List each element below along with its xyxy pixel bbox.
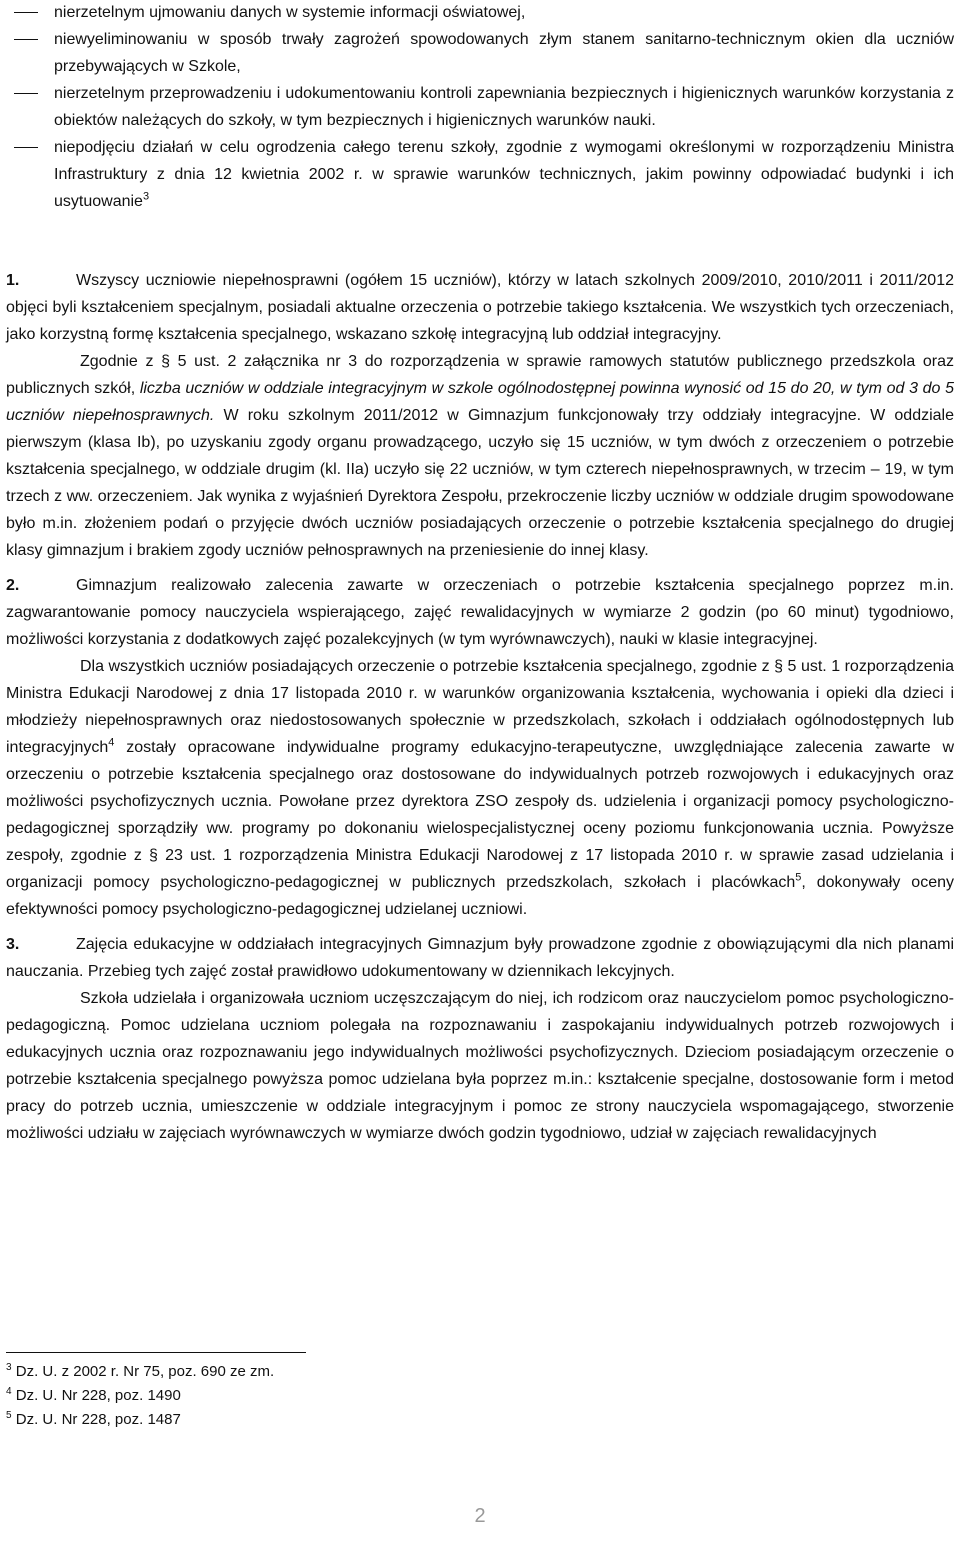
paragraph-text: , dokonywały oceny efektywności pomocy psychologiczno-pedagogicznej udzielanej uczniowi. bbox=[6, 874, 954, 918]
footnote-ref[interactable]: 4 bbox=[108, 736, 115, 749]
footnote-number: 4 bbox=[6, 1386, 12, 1397]
bullet-text: nierzetelnym ujmowaniu danych w systemie informacji oświatowej, bbox=[54, 4, 526, 21]
paragraph-text: zostały opracowane indywidualne programy edukacyjno-terapeutyczne, uwzględniające zalecenia zawarte w orzeczeniu o potrzebie kształcenia specjalnego oraz dostosowane do indywidualnych potrzeb rozwojowych i edukacyjnych oraz możliwości psychofizycznych ucznia. Powołane przez dyrektora ZSO zespoły ds. udzielenia i organizacji pomocy psychologiczno-pedagogicznej sporządziły ww. programy po dokonaniu wielospecjalistycznej oceny poziomu funkcjonowania ucznia. Powyższe zespoły, zgodnie z § 23 ust. 1 rozporządzenia Ministra Edukacji Narodowej z 17 listopada 2010 r. w sprawie zasad udzielania i organizacji pomocy psychologiczno-pedagogicznej w publicznych przedszkolach, szkołach i placówkach bbox=[6, 739, 954, 891]
quoted-regulation: liczba uczniów w oddziale integracyjnym w szkole ogólnodostępnej powinna wynosić od 15 do 20, w tym od 3 do 5 uczniów niepełnosprawnych. bbox=[6, 380, 955, 424]
footnotes bbox=[6, 1352, 954, 1432]
footnote-text: Dz. U. z 2002 r. Nr 75, poz. 690 ze zm. bbox=[15, 1363, 275, 1380]
section-number: 1. bbox=[6, 272, 20, 289]
bullet-list bbox=[6, 0, 954, 215]
footnote-number: 5 bbox=[6, 1410, 12, 1421]
dash-marker bbox=[14, 93, 38, 94]
paragraph-text: W roku szkolnym 2011/2012 w Gimnazjum funkcjonowały trzy oddziały integracyjne. W oddziale pierwszym (klasa Ib), po uzyskaniu zgody organu prowadzącego, uczyło się 15 uczniów, w tym dwóch z orzeczeniem o potrzebie kształcenia specjalnego, w oddziale drugim (kl. IIa) uczyło się 22 uczniów, w tym czterech niepełnosprawnych, w trzecim – 19, w tym trzech z ww. orzeczeniem. Jak wynika z wyjaśnień Dyrektora Zespołu, przekroczenie liczby uczniów w oddziale drugim spowodowane było m.in. złożeniem podań o przyjęcie dwóch uczniów posiadających orzeczenie o potrzebie kształcenia specjalnego do drugiej klasy gimnazjum i brakiem zgody uczniów pełnosprawnych na przeniesienie do innej klasy. bbox=[6, 407, 955, 559]
section-2 bbox=[6, 572, 954, 923]
paragraph bbox=[6, 931, 954, 985]
paragraph: Szkoła udzielała i organizowała uczniom uczęszczającym do niej, ich rodzicom oraz nauczycielom pomoc psychologiczno-pedagogiczną. Pomoc udzielana uczniom polegała na rozpoznawaniu i zaspokajaniu indywidualnych potrzeb rozwojowych i edukacyjnych ucznia oraz rozpoznawaniu jego indywidualnych możliwości psychofizycznych. Dzieciom posiadającym orzeczenie o potrzebie kształcenia specjalnego powyższa pomoc udzielana była poprzez m.in.: kształcenie specjalne, dostosowanie form i metod pracy do potrzeb ucznia, umieszczenie w oddziale integracyjnym i pomoc ze strony nauczyciela wspomagającego, stworzenie możliwości udziału w zajęciach wyrównawczych w wymiarze dwóch godzin tygodniowo, udział w zajęciach rewalidacyjnych bbox=[6, 990, 954, 1142]
dash-marker bbox=[14, 147, 38, 148]
dash-marker bbox=[14, 12, 38, 13]
footnote-divider bbox=[6, 1352, 306, 1353]
bullet-text bbox=[54, 134, 954, 215]
list-item bbox=[6, 80, 954, 134]
footnote-text: Dz. U. Nr 228, poz. 1490 bbox=[15, 1387, 181, 1404]
footnote-text: Dz. U. Nr 228, poz. 1487 bbox=[15, 1411, 181, 1428]
bullet-text-content: niepodjęciu działań w celu ogrodzenia całego terenu szkoły, zgodnie z wymogami określonymi w rozporządzeniu Ministra Infrastruktury z dnia 12 kwietnia 2002 r. w sprawie warunków technicznych, jakim powinny odpowiadać budynki i ich usytuowanie bbox=[54, 139, 954, 210]
footnote bbox=[6, 1360, 954, 1384]
list-item bbox=[6, 26, 954, 80]
footnote bbox=[6, 1384, 954, 1408]
footnote-ref[interactable]: 5 bbox=[795, 871, 802, 884]
bullet-text: nierzetelnym przeprowadzeniu i udokumentowaniu kontroli zapewniania bezpiecznych i higienicznych warunków korzystania z obiektów należących do szkoły, w tym bezpiecznych i higienicznych warunków nauki. bbox=[54, 85, 954, 129]
paragraph bbox=[6, 572, 954, 653]
paragraph-text: Gimnazjum realizowało zalecenia zawarte w orzeczeniach o potrzebie kształcenia specjalnego poprzez m.in. zagwarantowanie pomocy nauczyciela wspierającego, zajęć rewalidacyjnych w wymiarze 2 godzin (po 60 minut) tygodniowo, możliwości korzystania z dodatkowych zajęć pozalekcyjnych (w tym wyrównawczych), nauki w klasie integracyjnej. bbox=[6, 577, 954, 648]
paragraph-text: Dla wszystkich uczniów posiadających orzeczenie o potrzebie kształcenia specjalnego, zgodnie z § 5 ust. 1 rozporządzenia Ministra Edukacji Narodowej z dnia 17 listopada 2010 r. w warunków organizowania kształcenia, wychowania i opieki dla dzieci i młodzieży niepełnosprawnych oraz niedostosowanych społecznie w przedszkolach, szkołach i oddziałach ogólnodostępnych lub integracyjnych bbox=[6, 658, 954, 756]
section-3 bbox=[6, 931, 954, 1147]
section-number: 2. bbox=[6, 577, 20, 594]
paragraph bbox=[6, 348, 954, 564]
footnote-ref[interactable]: 3 bbox=[142, 190, 150, 203]
footnote bbox=[6, 1408, 954, 1432]
page-number: 2 bbox=[474, 1505, 486, 1527]
list-item bbox=[6, 134, 954, 215]
section-1 bbox=[6, 267, 954, 564]
paragraph-text: Zgodnie z § 5 ust. 2 załącznika nr 3 do rozporządzenia w sprawie ramowych statutów publicznego przedszkola oraz publicznych szkół, bbox=[6, 353, 954, 397]
dash-marker bbox=[14, 39, 38, 40]
paragraph bbox=[6, 267, 954, 348]
paragraph-text: Zajęcia edukacyjne w oddziałach integracyjnych Gimnazjum były prowadzone zgodnie z obowiązującymi dla nich planami nauczania. Przebieg tych zajęć został prawidłowo udokumentowany w dziennikach lekcyjnych. bbox=[6, 936, 954, 980]
section-number: 3. bbox=[6, 936, 20, 953]
footnote-number: 3 bbox=[6, 1362, 12, 1373]
paragraph bbox=[6, 653, 954, 923]
document-body bbox=[6, 267, 954, 1155]
paragraph-text: Wszyscy uczniowie niepełnosprawni (ogółem 15 uczniów), którzy w latach szkolnych 2009/2010, 2010/2011 i 2011/2012 objęci byli kształceniem specjalnym, posiadali aktualne orzeczenia o potrzebie takiego kształcenia. We wszystkich tych orzeczeniach, jako korzystną formę kształcenia specjalnego, wskazano szkołę integracyjną lub oddział integracyjny. bbox=[6, 272, 954, 343]
bullet-text: niewyeliminowaniu w sposób trwały zagrożeń spowodowanych złym stanem sanitarno-technicznym okien dla uczniów przebywających w Szkole, bbox=[54, 31, 954, 75]
list-item bbox=[6, 0, 954, 26]
